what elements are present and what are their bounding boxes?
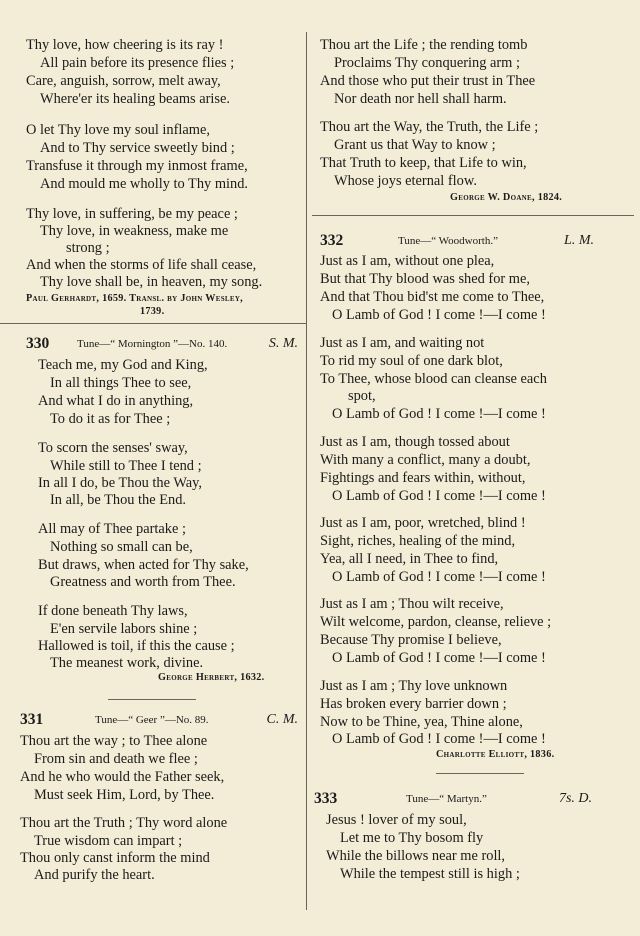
verse-line: Greatness and worth from Thee. [50, 574, 236, 590]
tune-name: Tune—“ Mornington ”—No. 140. [77, 338, 228, 350]
verse-line: Sight, riches, healing of the mind, [320, 533, 516, 549]
verse-line: O Lamb of God ! I come !—I come ! [332, 731, 546, 747]
verse-line: Fightings and fears within, without, [320, 470, 526, 486]
verse-line: O Lamb of God ! I come !—I come ! [332, 488, 546, 504]
verse-line: Just as I am ; Thou wilt receive, [320, 596, 504, 612]
hymn-header [26, 334, 298, 354]
verse-line: And that Thou bid'st me come to Thee, [320, 289, 545, 305]
tune-name: Tune—“ Geer ”—No. 89. [95, 714, 209, 726]
hymn-header [20, 710, 298, 730]
hymn-header [320, 231, 594, 251]
verse-line: To scorn the senses' sway, [38, 440, 188, 456]
verse-line: And he who would the Father seek, [20, 769, 225, 785]
verse-line: Jesus ! lover of my soul, [326, 812, 467, 828]
verse-line: In all, be Thou the End. [50, 492, 187, 508]
verse-line: All may of Thee partake ; [38, 521, 186, 537]
tune-name: Tune—“ Martyn.” [406, 793, 487, 805]
verse-line: To rid my soul of one dark blot, [320, 353, 503, 369]
hymn-separator [312, 215, 634, 216]
verse-line: Let me to Thy bosom fly [340, 830, 484, 846]
verse-line: Nor death nor hell shall harm. [334, 91, 507, 107]
hymn-separator [108, 699, 196, 700]
verse-line: From sin and death we flee ; [34, 751, 198, 767]
attribution: 1739. [140, 306, 165, 317]
verse-line: The meanest work, divine. [50, 655, 204, 671]
verse-line: And when the storms of life shall cease, [26, 257, 257, 273]
verse-line: And to Thy service sweetly bind ; [40, 140, 235, 156]
verse-line: Because Thy promise I believe, [320, 632, 502, 648]
verse-line: Just as I am, though tossed about [320, 434, 510, 450]
verse-line: Grant us that Way to know ; [334, 137, 496, 153]
verse-line: Transfuse it through my inmost frame, [26, 158, 248, 174]
tune-name: Tune—“ Woodworth.” [398, 235, 498, 247]
verse-line: All pain before its presence flies ; [40, 55, 235, 71]
verse-line: Wilt welcome, pardon, cleanse, relieve ; [320, 614, 552, 630]
verse-line: But draws, when acted for Thy sake, [38, 557, 249, 573]
verse-line: Thou only canst inform the mind [20, 850, 210, 866]
meter: C. M. [266, 712, 298, 727]
verse-line: E'en servile labors shine ; [50, 621, 198, 637]
verse-line: Now to be Thine, yea, Thine alone, [320, 714, 523, 730]
hymn-separator [0, 323, 306, 324]
verse-line: Where'er its healing beams arise. [40, 91, 230, 107]
verse-line: Must seek Him, Lord, by Thee. [34, 787, 215, 803]
attribution: Charlotte Elliott, 1836. [436, 749, 555, 760]
verse-line: Thou art the Way, the Truth, the Life ; [320, 119, 539, 135]
verse-line: But that Thy blood was shed for me, [320, 271, 530, 287]
verse-line: And purify the heart. [34, 867, 155, 883]
verse-line: While the tempest still is high ; [340, 866, 520, 882]
verse-line: And mould me wholly to Thy mind. [40, 176, 248, 192]
hymn-separator [436, 773, 524, 774]
verse-line: With many a conflict, many a doubt, [320, 452, 531, 468]
verse-line: While still to Thee I tend ; [50, 458, 202, 474]
verse-line: O Lamb of God ! I come !—I come ! [332, 307, 546, 323]
verse-line: Just as I am, and waiting not [320, 335, 485, 351]
meter: L. M. [564, 233, 594, 248]
hymn-number: 330 [26, 335, 50, 352]
hymn-number: 332 [320, 232, 344, 249]
verse-line: O Lamb of God ! I come !—I come ! [332, 569, 546, 585]
hymn-number: 331 [20, 711, 44, 728]
attribution: Paul Gerhardt, 1659. Transl. by John Wesley, [26, 293, 244, 304]
verse-line: And what I do in anything, [38, 393, 194, 409]
verse-line: Teach me, my God and King, [38, 357, 208, 373]
meter: 7s. D. [558, 791, 592, 806]
verse-line: In all I do, be Thou the Way, [38, 475, 203, 491]
verse-line: While the billows near me roll, [326, 848, 506, 864]
verse-line: Just as I am ; Thy love unknown [320, 678, 508, 694]
verse-line: To Thee, whose blood can cleanse each [320, 371, 547, 387]
verse-line: If done beneath Thy laws, [38, 603, 188, 619]
verse-line: Has broken every barrier down ; [320, 696, 507, 712]
verse-line: Whose joys eternal flow. [334, 173, 477, 189]
verse-line: Proclaims Thy conquering arm ; [334, 55, 520, 71]
hymn-header [314, 789, 592, 809]
verse-line: That Truth to keep, that Life to win, [320, 155, 527, 171]
verse-line: Thy love, how cheering is its ray ! [26, 37, 224, 53]
verse-line: strong ; [66, 240, 110, 256]
verse-line: Just as I am, poor, wretched, blind ! [320, 515, 526, 531]
verse-line: Thou art the Life ; the rending tomb [320, 37, 528, 53]
hymn-number: 333 [314, 790, 338, 807]
verse-line: To do it as for Thee ; [50, 411, 171, 427]
verse-line: Hallowed is toil, if this the cause ; [38, 638, 235, 654]
verse-line: Nothing so small can be, [50, 539, 193, 555]
verse-line: spot, [348, 388, 376, 404]
attribution: George Herbert, 1632. [158, 672, 265, 683]
attribution: George W. Doane, 1824. [450, 192, 563, 203]
verse-line: In all things Thee to see, [50, 375, 192, 391]
verse-line: True wisdom can impart ; [34, 833, 183, 849]
verse-line: And those who put their trust in Thee [320, 73, 536, 89]
verse-line: Thou art the way ; to Thee alone [20, 733, 208, 749]
verse-line: Thy love shall be, in heaven, my song. [40, 274, 263, 290]
verse-line: Yea, all I need, in Thee to find, [320, 551, 499, 567]
verse-line: Thy love, in weakness, make me [40, 223, 229, 239]
verse-line: Thou art the Truth ; Thy word alone [20, 815, 228, 831]
verse-line: O let Thy love my soul inflame, [26, 122, 210, 138]
column-divider [306, 32, 307, 910]
verse-line: Thy love, in suffering, be my peace ; [26, 206, 238, 222]
verse-line: Just as I am, without one plea, [320, 253, 495, 269]
verse-line: O Lamb of God ! I come !—I come ! [332, 406, 546, 422]
meter: S. M. [268, 336, 298, 351]
verse-line: O Lamb of God ! I come !—I come ! [332, 650, 546, 666]
verse-line: Care, anguish, sorrow, melt away, [26, 73, 221, 89]
